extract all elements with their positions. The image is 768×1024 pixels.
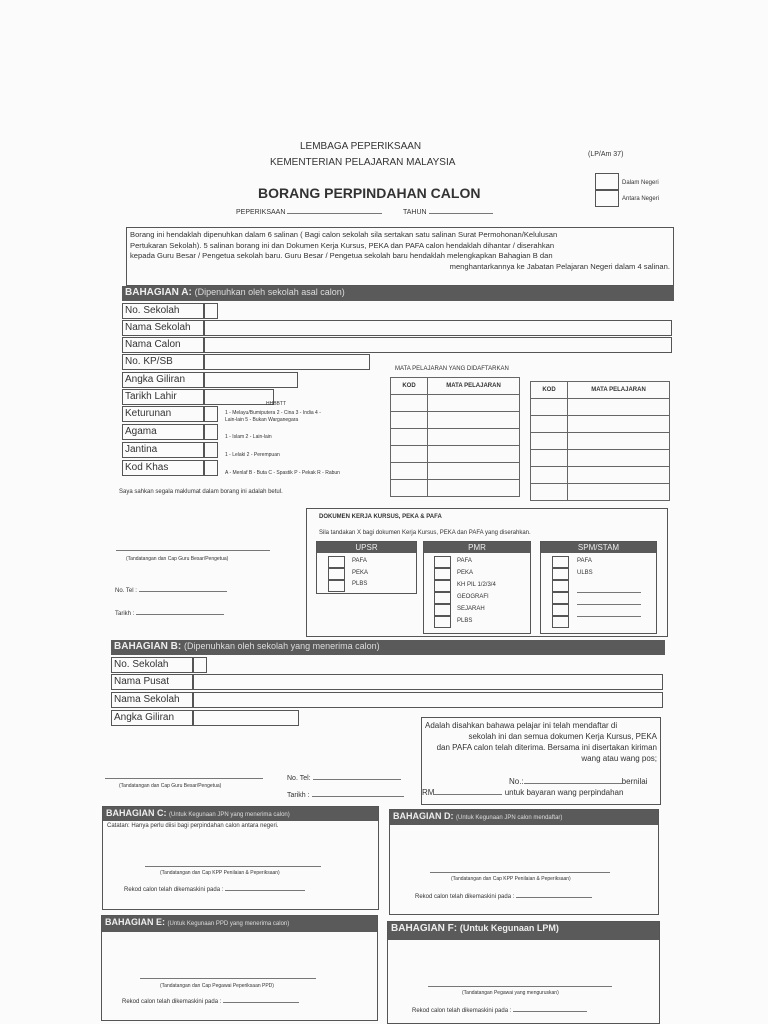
spm-extra-checkbox[interactable] — [552, 592, 569, 604]
pmr-plbs-checkbox[interactable] — [434, 616, 451, 628]
instructions-box — [126, 227, 674, 286]
nama-sekolah-input[interactable] — [204, 320, 672, 336]
no-sekolah-input[interactable] — [204, 303, 218, 319]
spm-item-label: PAFA — [577, 558, 592, 564]
subject-row[interactable] — [531, 416, 670, 433]
field-label-tarikh-lahir: Tarikh Lahir — [122, 389, 204, 405]
instructions-line4: menghantarkannya ke Jabatan Pelajaran Negeri dalam 4 salinan. — [449, 261, 670, 271]
declaration-text: Saya sahkan segala maklumat dalam borang ini adalah betul. — [119, 489, 283, 495]
keturunan-codes: 1 - Melayu/Bumiputera 2 - Cina 3 - India 4 - Lain-lain 5 - Bukan Warganegara — [225, 410, 321, 423]
field-label-b-nama-pusat: Nama Pusat — [111, 674, 193, 690]
upsr-peka-checkbox[interactable] — [328, 568, 345, 580]
updated-field-d[interactable]: Rekod calon telah dikemaskini pada : — [415, 894, 592, 900]
confirm-line: Adalah disahkan bahawa pelajar ini telah mendaftar di — [425, 721, 618, 730]
upsr-plbs-checkbox[interactable] — [328, 580, 345, 592]
field-label-keturunan: Keturunan — [122, 406, 204, 422]
subjects-table-left — [390, 377, 520, 497]
bahagian-f-header: BAHAGIAN F: (Untuk Kegunaan LPM) — [388, 922, 659, 940]
no-field[interactable]: No.: bernilai — [509, 777, 648, 786]
subject-row[interactable] — [391, 480, 520, 497]
col-mata-pelajaran: MATA PELAJARAN — [568, 382, 670, 399]
kod-khas-codes: A - Menlaf B - Buta C - Spastik P - Pekak R - Rabun — [225, 470, 340, 476]
field-label-kod-khas: Kod Khas — [122, 460, 204, 476]
dalam-negeri-checkbox[interactable] — [595, 173, 619, 190]
pmr-item-label: PLBS — [457, 618, 473, 624]
spm-item-label: ULBS — [577, 570, 593, 576]
field-label-b-angka-giliran: Angka Giliran — [111, 710, 193, 726]
signature-line-c[interactable] — [145, 866, 321, 867]
confirm-line: wang atau wang pos; — [581, 754, 657, 763]
signature-line-b[interactable] — [105, 778, 263, 779]
b-nama-sekolah-input[interactable] — [193, 692, 663, 708]
spm-blank-line[interactable] — [577, 592, 641, 593]
field-label-nama-calon: Nama Calon — [122, 337, 204, 353]
b-nama-pusat-input[interactable] — [193, 674, 663, 690]
bahagian-c-box — [102, 806, 379, 910]
pmr-geografi-checkbox[interactable] — [434, 592, 451, 604]
bahagian-e-header: BAHAGIAN E: (Untuk Kegunaan PPD yang menerima calon) — [102, 916, 377, 932]
field-label-b-no-sekolah: No. Sekolah — [111, 657, 193, 673]
rm-field[interactable]: RM untuk bayaran wang perpindahan — [422, 788, 624, 797]
spm-pafa-checkbox[interactable] — [552, 556, 569, 568]
field-label-jantina: Jantina — [122, 442, 204, 458]
signature-label-d: (Tandatangan dan Cap KPP Penilaian & Peperiksaan) — [451, 876, 571, 882]
confirm-line: dan PAFA calon telah diterima. Bersama ini disertakan kiriman — [436, 743, 657, 752]
tel-field-a[interactable]: No. Tel : — [115, 588, 227, 594]
instructions-line1: Borang ini hendaklah dipenuhkan dalam 6 salinan ( Bagi calon sekolah sila sertakan satu salinan Surat Permohonan/Kelulusan — [130, 230, 558, 239]
upsr-item-label: PLBS — [352, 581, 368, 587]
angka-giliran-input[interactable] — [204, 372, 298, 388]
updated-field-c[interactable]: Rekod calon telah dikemaskini pada : — [124, 887, 305, 893]
subject-row[interactable] — [391, 412, 520, 429]
col-kod: KOD — [391, 378, 428, 395]
subject-row[interactable] — [531, 399, 670, 416]
dalam-negeri-label: Dalam Negeri — [622, 180, 659, 186]
pmr-item-label: GEOGRAFI — [457, 594, 489, 600]
signature-label-c: (Tandatangan dan Cap KPP Penilaian & Peperiksaan) — [160, 870, 280, 876]
jantina-codes: 1 - Lelaki 2 - Perempuan — [225, 452, 280, 458]
dokumen-instruction: Sila tandakan X bagi dokumen Kerja Kursus, PEKA dan PAFA yang diserahkan. — [319, 530, 531, 536]
form-code: (LP/Am 37) — [588, 151, 624, 158]
signature-label-a: (Tandatangan dan Cap Guru Besar/Pengetua) — [126, 556, 229, 562]
kod-khas-input[interactable] — [204, 460, 218, 476]
agama-input[interactable] — [204, 424, 218, 440]
field-label-b-nama-sekolah: Nama Sekolah — [111, 692, 193, 708]
bahagian-a-header: BAHAGIAN A: (Dipenuhkan oleh sekolah asal calon) — [122, 286, 674, 301]
tel-field-b[interactable]: No. Tel: — [287, 775, 401, 782]
b-angka-giliran-input[interactable] — [193, 710, 299, 726]
spm-blank-line[interactable] — [577, 616, 641, 617]
subjects-table-right — [530, 381, 670, 501]
pmr-item-label: SEJARAH — [457, 606, 485, 612]
dob-format-note: HHBBTT — [266, 401, 286, 407]
spm-extra-checkbox[interactable] — [552, 580, 569, 592]
form-title: BORANG PERPINDAHAN CALON — [258, 185, 481, 201]
exam-field[interactable]: PEPERIKSAAN — [236, 209, 382, 216]
subject-row[interactable] — [531, 450, 670, 467]
pmr-sejarah-checkbox[interactable] — [434, 604, 451, 616]
field-label-nama-sekolah: Nama Sekolah — [122, 320, 204, 336]
subject-row[interactable] — [531, 484, 670, 501]
spm-blank-line[interactable] — [577, 604, 641, 605]
pmr-pafa-checkbox[interactable] — [434, 556, 451, 568]
subjects-title: MATA PELAJARAN YANG DIDAFTARKAN — [395, 366, 509, 372]
year-field[interactable]: TAHUN — [403, 209, 493, 216]
bahagian-c-note: Catatan: Hanya perlu diisi bagi perpindahan calon antara negeri. — [107, 823, 279, 829]
jantina-input[interactable] — [204, 442, 218, 458]
field-label-no-sekolah: No. Sekolah — [122, 303, 204, 319]
spm-extra-checkbox[interactable] — [552, 604, 569, 616]
instructions-line2: Pertukaran Sekolah). 5 salinan borang ini dan Dokumen Kerja Kursus, PEKA dan PAFA calon hendaklah dihantar / diserahkan — [130, 240, 555, 250]
subject-row[interactable] — [391, 429, 520, 446]
col-kod: KOD — [531, 382, 568, 399]
signature-label-b: (Tandatangan dan Cap Guru Besar/Pengetua) — [119, 783, 222, 789]
signature-line-d[interactable] — [430, 872, 610, 873]
signature-line-a[interactable] — [116, 550, 270, 551]
subject-row[interactable] — [531, 433, 670, 450]
signature-line-f[interactable] — [428, 986, 612, 987]
pmr-item-label: PAFA — [457, 558, 472, 564]
confirm-line: sekolah ini dan semua dokumen Kerja Kursus, PEKA — [468, 732, 657, 741]
subject-row[interactable] — [391, 463, 520, 480]
pmr-peka-checkbox[interactable] — [434, 568, 451, 580]
pmr-khpil-checkbox[interactable] — [434, 580, 451, 592]
bahagian-d-header: BAHAGIAN D: (Untuk Kegunaan JPN calon mendaftar) — [390, 810, 658, 825]
field-label-no-kp: No. KP/SB — [122, 354, 204, 370]
subject-row[interactable] — [531, 467, 670, 484]
no-kp-input[interactable] — [204, 354, 370, 370]
signature-label-f: (Tandatangan Pegawai yang menguruskan) — [462, 990, 559, 996]
signature-label-e: (Tandatangan dan Cap Pegawai Peperiksaan PPD) — [160, 983, 274, 989]
subject-row[interactable] — [391, 446, 520, 463]
field-label-angka-giliran: Angka Giliran — [122, 372, 204, 388]
date-field-a[interactable]: Tarikh : — [115, 611, 224, 617]
signature-line-e[interactable] — [140, 978, 316, 979]
b-no-sekolah-input[interactable] — [193, 657, 207, 673]
antara-negeri-checkbox[interactable] — [595, 190, 619, 207]
spm-extra-checkbox[interactable] — [552, 616, 569, 628]
upsr-pafa-checkbox[interactable] — [328, 556, 345, 568]
upsr-item-label: PEKA — [352, 570, 369, 576]
header-line1: LEMBAGA PEPERIKSAAN — [300, 141, 422, 152]
upsr-item-label: PAFA — [352, 558, 367, 564]
spm-header: SPM/STAM — [541, 542, 656, 553]
date-field-b[interactable]: Tarikh : — [287, 792, 404, 799]
nama-calon-input[interactable] — [204, 337, 672, 353]
antara-negeri-label: Antara Negeri — [622, 196, 660, 202]
col-mata-pelajaran: MATA PELAJARAN — [428, 378, 520, 395]
pmr-header: PMR — [424, 542, 530, 553]
pmr-item-label: PEKA — [457, 570, 474, 576]
updated-field-e[interactable]: Rekod calon telah dikemaskini pada : — [122, 999, 299, 1005]
pmr-item-label: KH PIL 1/2/3/4 — [457, 582, 496, 588]
subject-row[interactable] — [391, 395, 520, 412]
bahagian-b-header: BAHAGIAN B: (Dipenuhkan oleh sekolah yang menerima calon) — [111, 640, 665, 655]
updated-field-f[interactable]: Rekod calon telah dikemaskini pada : — [412, 1008, 587, 1014]
instructions-line3: kepada Guru Besar / Pengetua sekolah baru. Guru Besar / Pengetua sekolah baru hendaklah melengkapkan Bahagian B dan — [130, 251, 553, 260]
upsr-header: UPSR — [317, 542, 416, 553]
spm-ulbs-checkbox[interactable] — [552, 568, 569, 580]
field-label-agama: Agama — [122, 424, 204, 440]
dokumen-title: DOKUMEN KERJA KURSUS, PEKA & PAFA — [319, 514, 442, 520]
keturunan-input[interactable] — [204, 406, 218, 422]
bahagian-c-header: BAHAGIAN C: (Untuk Kegunaan JPN yang menerima calon) — [103, 807, 378, 821]
agama-codes: 1 - Islam 2 - Lain-lain — [225, 434, 272, 440]
header-line2: KEMENTERIAN PELAJARAN MALAYSIA — [270, 157, 456, 168]
tarikh-lahir-input[interactable] — [204, 389, 274, 405]
